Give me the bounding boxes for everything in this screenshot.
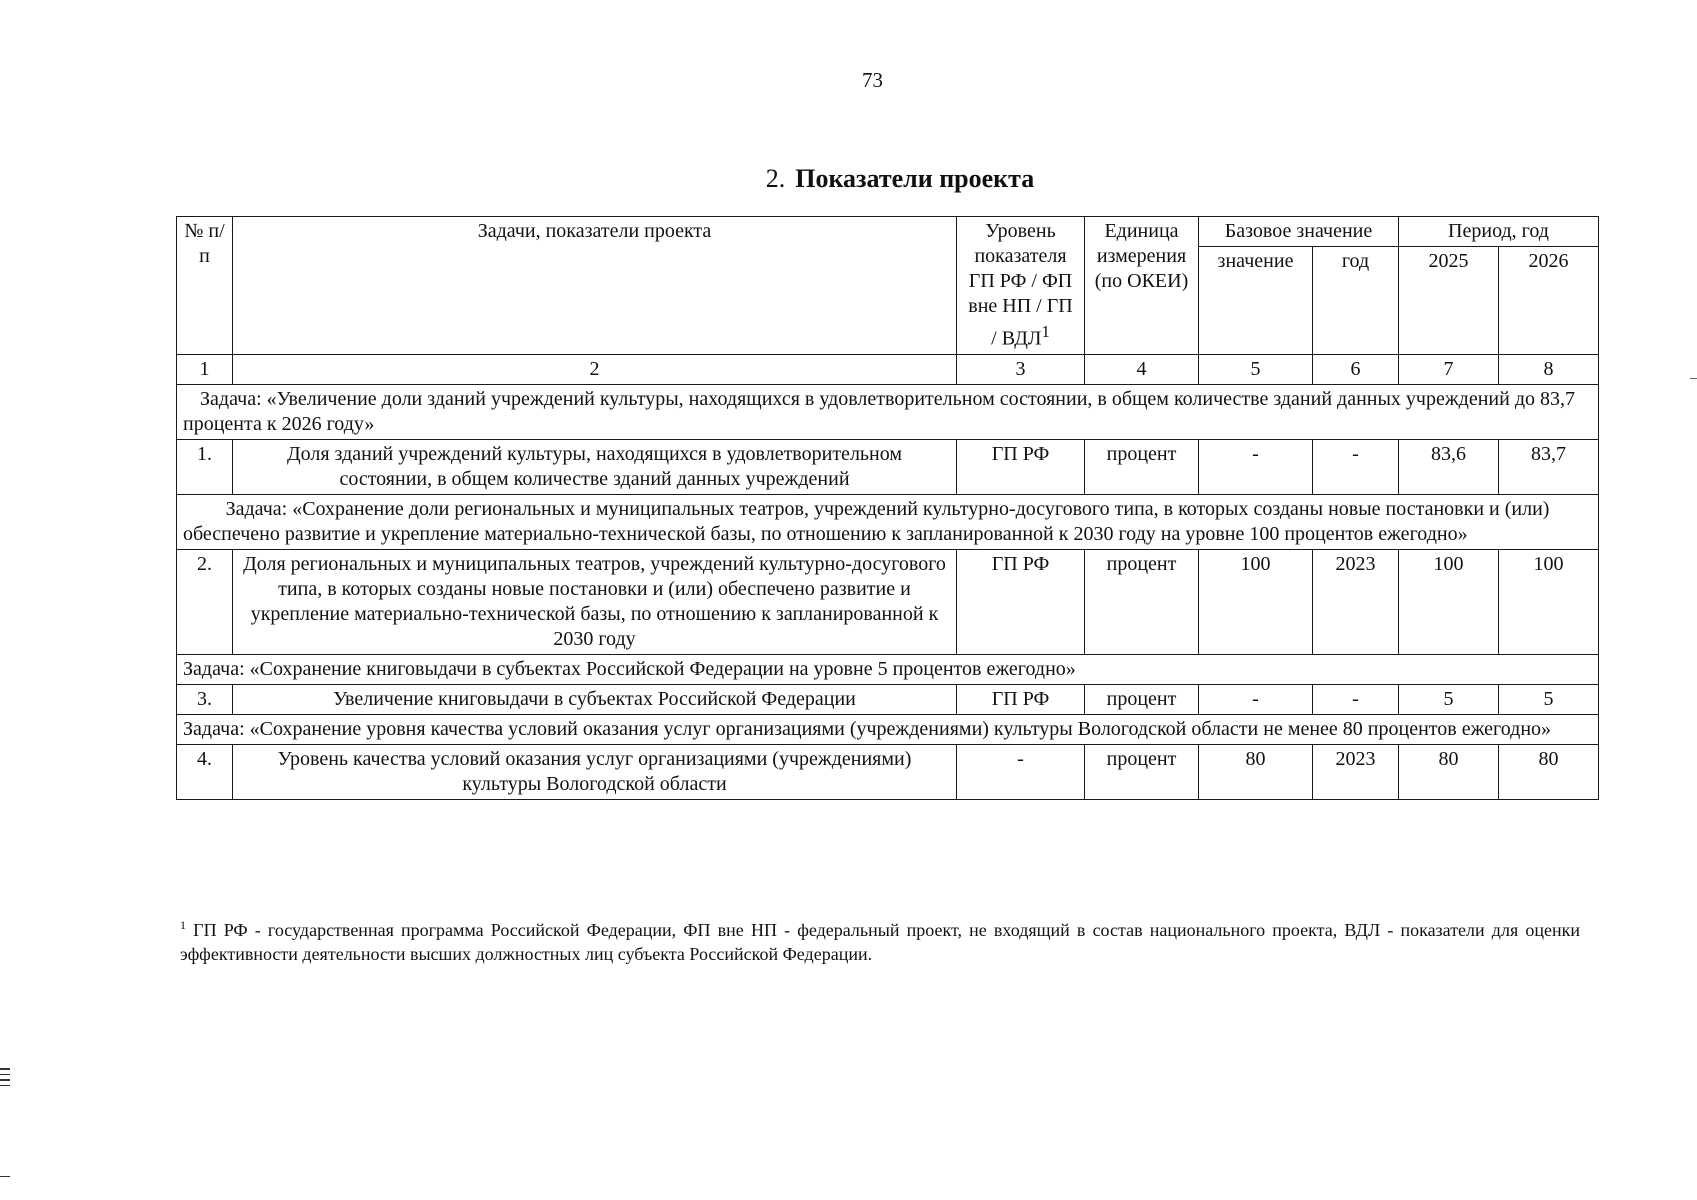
section-title-text: Показатели проекта	[795, 164, 1035, 193]
row-name: Уровень качества условий оказания услуг организациями (учреждениями) культуры Вологодской области	[233, 745, 957, 800]
header-2026: 2026	[1499, 247, 1599, 355]
row-base-value: -	[1199, 440, 1313, 495]
row-name: Доля региональных и муниципальных театров, учреждений культурно-досугового типа, в которых созданы новые постановки и (или) обеспечено развитие и укрепление материально-технической базы, по отношению к запланированной к 2030 году	[233, 550, 957, 655]
row-unit: процент	[1085, 440, 1199, 495]
row-2025: 83,6	[1399, 440, 1499, 495]
column-number: 8	[1499, 355, 1599, 385]
header-base-year: год	[1313, 247, 1399, 355]
section-title	[0, 164, 1697, 194]
task-text: Задача: «Сохранение уровня качества условий оказания услуг организациями (учреждениями) культуры Вологодской области не менее 80 процентов ежегодно»	[177, 715, 1599, 745]
row-level: ГП РФ	[957, 550, 1085, 655]
row-num: 2.	[177, 550, 233, 655]
table-row	[177, 440, 1599, 495]
row-2025: 5	[1399, 685, 1499, 715]
footnote-marker: 1	[180, 918, 186, 932]
footnote	[180, 913, 1580, 966]
row-level: -	[957, 745, 1085, 800]
row-2026: 100	[1499, 550, 1599, 655]
row-level: ГП РФ	[957, 440, 1085, 495]
row-2026: 83,7	[1499, 440, 1599, 495]
column-number: 5	[1199, 355, 1313, 385]
header-row-1	[177, 217, 1599, 247]
task-row	[177, 655, 1599, 685]
column-number: 6	[1313, 355, 1399, 385]
table-row	[177, 745, 1599, 800]
task-row	[177, 385, 1599, 440]
header-tasks: Задачи, показатели проекта	[233, 217, 957, 355]
column-numbers-row	[177, 355, 1599, 385]
row-base-year: 2023	[1313, 550, 1399, 655]
row-name: Увеличение книговыдачи в субъектах Российской Федерации	[233, 685, 957, 715]
header-2025: 2025	[1399, 247, 1499, 355]
header-unit: Единица измерения (по ОКЕИ)	[1085, 217, 1199, 355]
row-base-value: 100	[1199, 550, 1313, 655]
task-text: Задача: «Сохранение доли региональных и муниципальных театров, учреждений культурно-досугового типа, в которых созданы новые постановки и (или) обеспечено развитие и укрепление материально-технической базы, по отношению к запланированной к 2030 году на уровне 100 процентов ежегодно»	[177, 495, 1599, 550]
footnote-text: ГП РФ - государственная программа Российской Федерации, ФП вне НП - федеральный проект, не входящий в состав национального проекта, ВДЛ - показатели для оценки эффективности деятельности высших должностных лиц субъекта Российской Федерации.	[180, 920, 1581, 964]
row-base-value: 80	[1199, 745, 1313, 800]
header-base-group: Базовое значение	[1199, 217, 1399, 247]
row-name: Доля зданий учреждений культуры, находящихся в удовлетворительном состоянии, в общем количестве зданий данных учреждений	[233, 440, 957, 495]
header-base-value: значение	[1199, 247, 1313, 355]
binding-marks	[0, 1068, 10, 1098]
row-base-year: -	[1313, 685, 1399, 715]
row-base-year: -	[1313, 440, 1399, 495]
task-row	[177, 495, 1599, 550]
row-2026: 5	[1499, 685, 1599, 715]
column-number: 4	[1085, 355, 1199, 385]
row-2025: 80	[1399, 745, 1499, 800]
row-base-value: -	[1199, 685, 1313, 715]
row-unit: процент	[1085, 685, 1199, 715]
task-text: Задача: «Увеличение доли зданий учреждений культуры, находящихся в удовлетворительном состоянии, в общем количестве зданий данных учреждений до 83,7 процента к 2026 году»	[177, 385, 1599, 440]
column-number: 2	[233, 355, 957, 385]
column-number: 7	[1399, 355, 1499, 385]
header-period-group: Период, год	[1399, 217, 1599, 247]
row-2026: 80	[1499, 745, 1599, 800]
edge-mark	[1690, 378, 1697, 379]
column-number: 3	[957, 355, 1085, 385]
row-2025: 100	[1399, 550, 1499, 655]
task-row	[177, 715, 1599, 745]
margin-mark	[0, 1176, 10, 1177]
row-num: 3.	[177, 685, 233, 715]
indicators-table	[176, 216, 1599, 800]
row-num: 1.	[177, 440, 233, 495]
section-number: 2.	[765, 164, 786, 193]
row-unit: процент	[1085, 745, 1199, 800]
header-num: № п/п	[177, 217, 233, 355]
row-unit: процент	[1085, 550, 1199, 655]
column-number: 1	[177, 355, 233, 385]
row-num: 4.	[177, 745, 233, 800]
header-level-footnote-marker: 1	[1041, 322, 1050, 341]
page-number: 73	[862, 68, 883, 92]
header-level	[957, 217, 1085, 355]
task-text: Задача: «Сохранение книговыдачи в субъектах Российской Федерации на уровне 5 процентов ежегодно»	[177, 655, 1599, 685]
row-level: ГП РФ	[957, 685, 1085, 715]
row-base-year: 2023	[1313, 745, 1399, 800]
table-row	[177, 685, 1599, 715]
header-level-text: Уровень показателя ГП РФ / ФП вне НП / ГП / ВДЛ	[968, 220, 1073, 350]
table-row	[177, 550, 1599, 655]
